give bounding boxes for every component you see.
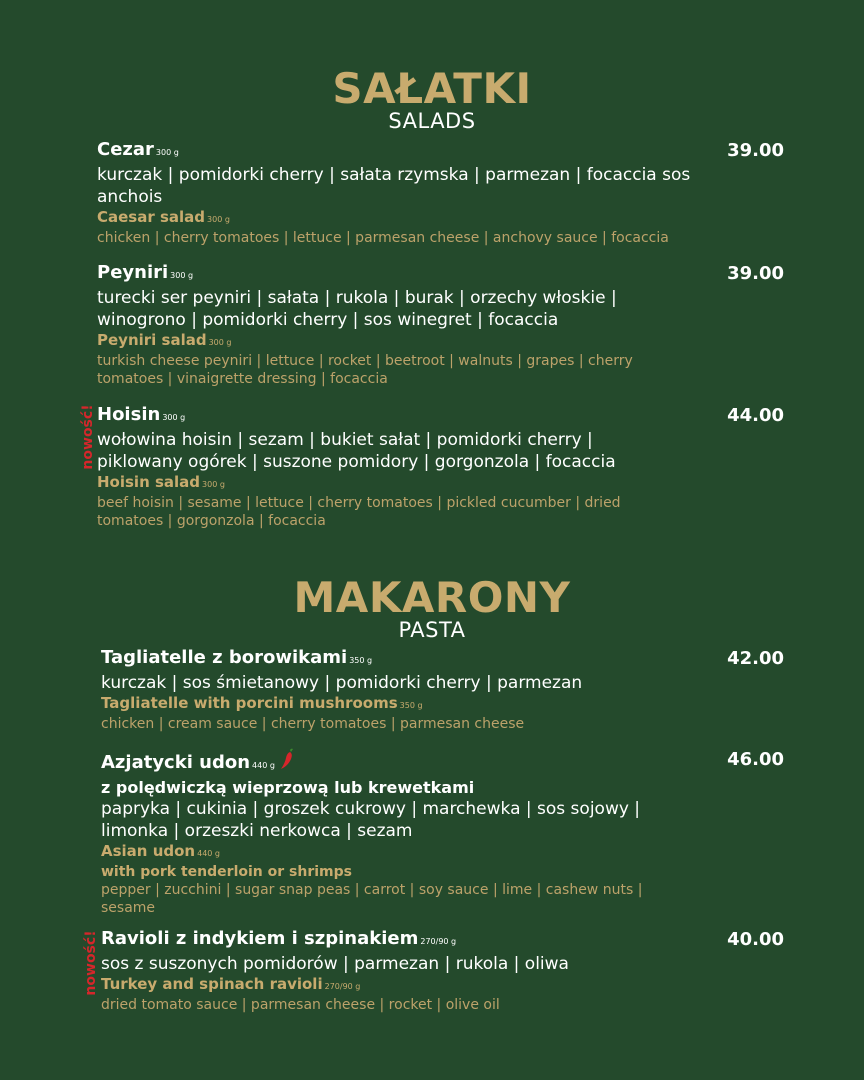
item-subtitle: z polędwiczką wieprzową lub krewetkami: [101, 778, 475, 797]
item-name: Azjatycki udon: [101, 752, 251, 773]
item-ingredients-en: dried tomato sauce | parmesan cheese | rocket | olive oil: [101, 997, 500, 1013]
item-ingredients: turecki ser peyniri | sałata | rukola | burak | orzechy włoskie | winogrono | pomidorki cherry | sos winegret | focaccia: [97, 288, 617, 330]
section-subtitle: SALADS: [388, 109, 476, 133]
item-weight: 270/90 g: [420, 937, 457, 946]
item-name-en: Turkey and spinach ravioli: [101, 975, 323, 993]
item-weight-en: 300 g: [202, 480, 225, 489]
item-weight-en: 440 g: [197, 849, 220, 858]
item-weight: 300 g: [170, 271, 194, 280]
menu-item-udon: [101, 748, 701, 917]
item-ingredients: kurczak | pomidorki cherry | sałata rzymska | parmezan | focaccia sos anchois: [97, 165, 691, 207]
section-title: MAKARONY: [293, 573, 571, 622]
item-ingredients: kurczak | sos śmietanowy | pomidorki cherry | parmezan: [101, 673, 583, 693]
item-price: 40.00: [727, 929, 784, 950]
section-header-pasta: [0, 573, 864, 642]
item-price: 39.00: [727, 140, 784, 161]
item-subtitle-en: with pork tenderloin or shrimps: [101, 864, 352, 880]
item-weight-en: 350 g: [399, 701, 423, 710]
item-ingredients-en: beef hoisin | sesame | lettuce | cherry tomatoes | pickled cucumber | dried tomatoes | gorgonzola | focaccia: [97, 495, 621, 529]
item-ingredients: sos z suszonych pomidorów | parmezan | rukola | oliwa: [101, 954, 569, 974]
item-name: Tagliatelle z borowikami: [101, 647, 348, 668]
item-ingredients: wołowina hoisin | sezam | bukiet sałat | pomidorki cherry | piklowany ogórek | suszone pomidory | gorgonzola | focaccia: [97, 430, 616, 472]
item-price: 44.00: [727, 405, 784, 426]
item-price: 46.00: [727, 749, 784, 770]
menu-item-hoisin: [97, 404, 697, 530]
item-weight-en: 270/90 g: [324, 982, 361, 991]
item-name-en: Hoisin salad: [97, 473, 201, 491]
item-ingredients-en: chicken | cream sauce | cherry tomatoes | parmesan cheese: [101, 716, 525, 732]
new-badge: nowość!: [83, 930, 99, 996]
item-name-en: Caesar salad: [97, 208, 206, 226]
item-name-en: Tagliatelle with porcini mushrooms: [101, 694, 398, 712]
menu-item-tagliatelle: [101, 647, 701, 733]
menu-item-ravioli: [101, 928, 701, 1014]
item-weight: 300 g: [155, 148, 179, 157]
item-ingredients-en: turkish cheese peyniri | lettuce | rocket | beetroot | walnuts | grapes | cherry tomatoes | vinaigrette dressing | focaccia: [97, 353, 633, 387]
section-title: SAŁATKI: [332, 64, 532, 113]
item-weight: 350 g: [349, 656, 373, 665]
item-weight: 300 g: [162, 413, 186, 422]
item-ingredients-en: pepper | zucchini | sugar snap peas | carrot | soy sauce | lime | cashew nuts | sesame: [101, 882, 643, 916]
item-price: 42.00: [727, 648, 784, 669]
item-ingredients-en: chicken | cherry tomatoes | lettuce | parmesan cheese | anchovy sauce | focaccia: [97, 230, 669, 246]
item-weight-en: 300 g: [207, 215, 230, 224]
chili-pepper-icon: [279, 748, 295, 776]
item-weight-en: 300 g: [208, 338, 232, 347]
item-name: Ravioli z indykiem i szpinakiem: [101, 928, 419, 949]
new-badge: nowość!: [80, 404, 96, 470]
section-header-salads: [0, 64, 864, 133]
item-ingredients: papryka | cukinia | groszek cukrowy | marchewka | sos sojowy | limonka | orzeszki nerkowca | sezam: [101, 799, 641, 841]
item-price: 39.00: [727, 263, 784, 284]
item-name-en: Peyniri salad: [97, 331, 207, 349]
item-name: Peyniri: [97, 262, 169, 283]
item-name: Hoisin: [97, 404, 161, 425]
menu-item-cezar: [97, 139, 717, 247]
item-weight: 440 g: [252, 761, 275, 770]
item-name: Cezar: [97, 139, 154, 160]
menu-item-peyniri: [97, 262, 697, 388]
item-name-en: Asian udon: [101, 842, 196, 860]
section-subtitle: PASTA: [398, 618, 466, 642]
